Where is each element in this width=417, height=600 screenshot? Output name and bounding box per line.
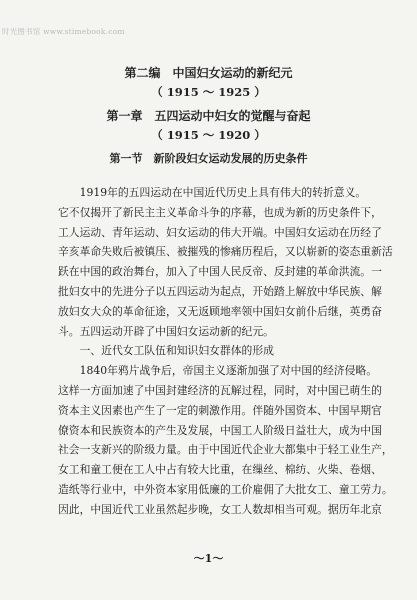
body-line: 工人运动、青年运动、妇女运动的伟大开端。中国妇女运动在历经了	[58, 225, 382, 239]
page-number: ～1～	[193, 552, 224, 565]
body-line: 斗。五四运动开辟了中国妇女运动新的纪元。	[58, 324, 274, 338]
body-text	[58, 183, 398, 520]
chapter-title: 第一章 五四运动中妇女的觉醒与奋起	[106, 109, 311, 123]
body-line: 批妇女中的先进分子以五四运动为起点，开始踏上解放中华民族、解	[58, 284, 382, 298]
body-line: 社会一支新兴的阶级力量。由于中国近代企业大都集中于轻工业生产，	[58, 443, 393, 457]
body-line: 女工和童工便在工人中占有较大比重，在缫丝、棉纺、火柴、卷烟、	[58, 463, 382, 477]
body-line: 僚资本和民族资本的产生及发展，中国工人阶级日益壮大，成为中国	[58, 423, 382, 437]
body-line: 资本主义因素也产生了一定的刺激作用。伴随外国资本、中国早期官	[58, 403, 382, 417]
body-line: 这样一方面加速了中国封建经济的瓦解过程，同时，对中国已萌生的	[58, 383, 382, 397]
body-line: 跃在中国的政治舞台，加入了中国人民反帝、反封建的革命洪流。一	[58, 265, 382, 279]
subsection-heading: 一、近代女工队伍和知识妇女群体的形成	[58, 344, 274, 358]
body-line: 因此，中国近代工业虽然起步晚，女工人数却相当可观。据历年北京	[58, 502, 382, 516]
body-line: 1840年鸦片战争后，帝国主义逐渐加强了对中国的经济侵略。	[58, 364, 377, 378]
watermark: 时光图书馆 www.stimebook.com	[2, 27, 125, 36]
body-line: 辛亥革命失败后被镇压、被摧残的惨痛历程后，又以崭新的姿态重新活	[58, 245, 393, 259]
chapter-years: （ 1915 ～ 1920 ）	[151, 128, 266, 142]
body-line: 放妇女大众的革命征途，又无返顾地率领中国妇女前仆后继，英勇奋	[58, 304, 382, 318]
section-title: 第一节 新阶段妇女运动发展的历史条件	[109, 152, 308, 165]
body-line: 造纸等行业中，中外资本家用低廉的工价雇佣了大批女工、童工劳力。	[58, 482, 393, 496]
body-line: 1919年的五四运动在中国近代历史上具有伟大的转折意义。	[58, 186, 367, 199]
part-years: （ 1915 ～ 1925 ）	[151, 85, 266, 99]
part-title: 第二编 中国妇女运动的新纪元	[124, 66, 293, 80]
body-line: 它不仅揭开了新民主主义革命斗争的序幕，也成为新的历史条件下，	[58, 205, 382, 219]
